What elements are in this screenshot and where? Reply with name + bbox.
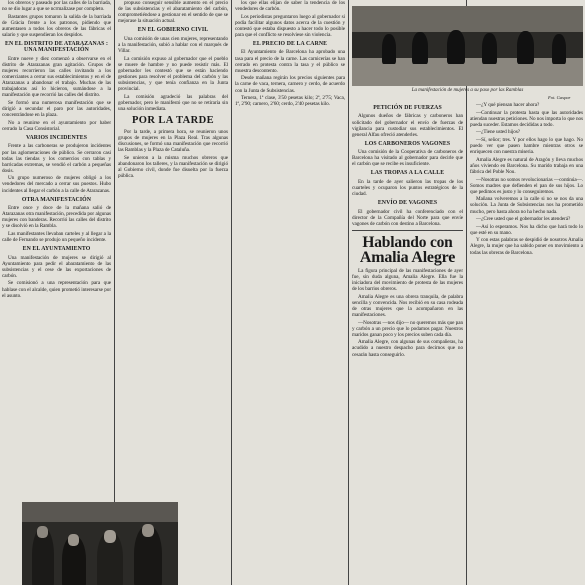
section-heading: VARIOS INCIDENTES: [25, 135, 88, 141]
article-paragraph: —¿Tiene usted hijos?: [476, 129, 521, 136]
price-list: Ternera, 1ª clase, 3'50 pesetas kilo; 2ª, 2'75; Vaca, 1ª, 2'90; carnero, 2'60; cerdo, 2'40 pesetas kilo.: [235, 95, 345, 108]
article-paragraph: —Continuar la protesta hasta que las autoridades atiendan nuestras peticiones. No nos importa lo que nos pueda suceder. Estamos decididas a todo.: [470, 109, 583, 128]
article-paragraph: Amalia Alegre es una obrera tranquila, de palabra sencilla y convencida. Nos recibió en su casa rodeada de otras mujeres que la acompañaron en las manifestaciones.: [352, 293, 463, 318]
section-heading: EL PRECIO DE LA CARNE: [252, 41, 328, 48]
photo-figure: [412, 32, 428, 64]
article-paragraph: Un grupo numeroso de mujeres obligó a los vendedores del mercado a cerrar sus puestos. Hubo incidentes al llegar el carbón a la calle de Atarazanas.: [2, 175, 111, 194]
divider: [352, 230, 463, 231]
article-paragraph: Los periodistas preguntaron luego al gobernador si podía facilitar algunos datos acerca de la cuestión y contestó que estaba dispuesto a hacer todo lo posible para que el conflicto se resolviese sin violencia.: [235, 13, 345, 38]
article-paragraph: La figura principal de las manifestaciones de ayer fue, sin duda alguna, Amalia Alegre. Ella fue la iniciadora del movimiento de protesta de las mujeres de los barrios obreros.: [352, 267, 463, 293]
section-heading: LAS TROPAS A LA CALLE: [370, 170, 445, 177]
article-paragraph: Amalia Alegre, con algunas de sus compañeras, ha acudido a nuestro despacho para decirnos que no cesarán hasta conseguirlo.: [352, 339, 463, 358]
article-paragraph: —Así lo esperamos. Nos ha dicho que hará todo lo que esté en su mano.: [470, 223, 583, 236]
photo-figure: [447, 30, 465, 64]
photo-manifestation: [352, 6, 583, 86]
article-paragraph: Bastantes grupos tomaron la salida de la barriada de Gràcia frente a los patronos, pidiendo que aumentasen a todos los obreros de las fábricas el salario y que suspendieran los despidos.: [2, 13, 111, 38]
article-paragraph: El Ayuntamiento de Barcelona ha aprobado una tasa para el precio de la carne. Las carnicerías se han cerrado en protesta contra la tasa y el público se muestra descontento.: [235, 49, 345, 74]
article-paragraph: Una comisión de unas cien mujeres, representando a la manifestación, subió a hablar con el marqués de Villar.: [118, 35, 228, 54]
section-heading: EN EL AYUNTAMIENTO: [22, 246, 91, 253]
photo-credit: Fot. Gaspar: [548, 95, 571, 100]
article-paragraph: No a reunirse en el ayuntamiento por haber cerrado la Casa Consistorial.: [2, 119, 111, 132]
column-rule: [231, 0, 232, 585]
article-paragraph: —Nosotras —nos dijo— no queremos más que pan y carbón a un precio que lo podamos pagar. Nuestros maridos ganan poco y los precios suben cada día.: [352, 319, 463, 338]
column-rule: [348, 0, 349, 585]
article-paragraph: Se unieron a la misma muchos obreros que abandonaron los talleres, y la manifestación se dirigió al Gobierno civil, donde fue disuelta por la fuerza pública.: [118, 154, 228, 180]
interview-headline-line-1: Hablando con: [362, 233, 453, 251]
article-paragraph: Amalia Alegre es natural de Aragón y lleva muchos años viviendo en Barcelona. Su marido trabaja en una fábrica del Poble Nou.: [470, 156, 583, 175]
section-headline: POR LA TARDE: [131, 114, 214, 126]
section-heading: LOS CARBONEROS VAGONES: [364, 140, 451, 147]
article-paragraph: los obreros y paseado por las calles de la barriada, no se dio lugar a que se ncrmalizase por completo.: [2, 0, 111, 13]
column-1: [2, 0, 111, 585]
photo-background: [352, 6, 583, 32]
article-paragraph: —Sí, señor; tres. Y por ellos hago lo que hago. No puedo ver que pasen hambre mientras otros se enriquecen con nuestra miseria.: [470, 136, 583, 156]
article-paragraph: Entre once y doce de la mañana salió de Atarazanas otra manifestación, precedida por algunas mujeres con banderas. Recorrió las calles del distrito y se disolvió en la Rambla.: [2, 205, 111, 230]
photo-face: [104, 530, 116, 543]
article-paragraph: En la tarde de ayer salieron las tropas de los cuarteles y ocuparon los puntos estratégicos de la ciudad.: [352, 178, 463, 198]
article-paragraph: Entre nueve y diez comenzó a observarse en el distrito de Atarazanas gran agitación. Grupos de mujeres recorrieron las calles invitando a los comerciantes a cerrar sus establecimientos y en el de Atarazanas a abandonar el trabajo. Muchas de las trabajadoras así lo hicieron, sumándose a la manifestación que recorrió las calles del distrito.: [2, 55, 111, 99]
article-paragraph: Una manifestación de mujeres se dirigió al Ayuntamiento para pedir el abaratamiento de las subsistencias y el cese de las exportaciones de carbón.: [2, 254, 111, 279]
photo-caption: La manifestación de mujeres a su paso por las Ramblas: [411, 88, 524, 93]
article-paragraph: Y con estas palabras se despidió de nosotros Amalia Alegre, la mujer que ha sabido poner en movimiento a todas las obreras de Barcelona.: [470, 237, 583, 256]
article-paragraph: —Nosotras no somos revolucionarias —continúa—. Somos madres que defienden el pan de sus hijos. Lo que pedimos es justo y lo conseguiremos.: [470, 176, 583, 195]
interview-headline: [352, 235, 463, 265]
article-paragraph: La comisión expuso al gobernador que el pueblo se muere de hambre y no puede resistir más. El gobernador les contestó que se están haciendo gestiones para resolver el problema del carbón y las subsistencias, y que tenía confianza en la Junta provincial.: [118, 55, 228, 93]
photo-figure: [382, 34, 396, 64]
photo-figure: [517, 31, 534, 64]
section-heading: OTRA MANIFESTACIÓN: [21, 196, 92, 203]
photo-face: [68, 534, 79, 546]
article-paragraph: Se formó una numerosa manifestación que se dirigió a secundar el paro por las autoridades, concentrándose en la plaza.: [2, 100, 111, 119]
article-paragraph: Una comisión de la Cooperativa de carboneros de Barcelona ha visitado al gobernador para decirle que el carbón que se recibe es insuficiente.: [352, 149, 463, 168]
article-paragraph: Por la tarde, a primera hora, se reunieron unos grupos de mujeres en la Plaza Real. Tras algunas discusiones, se formó una manifestación que recorrió las Ramblas y la Plaza de Cataluña.: [118, 128, 228, 154]
section-heading: EN EL DISTRITO DE ATARAZANAS : UNA MANIFESTACIÓN: [4, 41, 109, 54]
section-heading: PETICIÓN DE FUERZAS: [373, 105, 442, 111]
column-4: [352, 102, 463, 585]
article-paragraph: Frente a las carboneras se produjeron incidentes por las aglomeraciones de público. Se cerraron casi todas las tiendas y los comercios con tablas y barricadas extremas, se vendió el carbón a pequeñas dosis.: [2, 143, 111, 174]
interview-headline-line-2: Amalia Alegre: [359, 248, 456, 266]
article-paragraph: Desde mañana regirán los precios siguientes para la carne de vaca, ternera, carnero y cerdo, de acuerdo con la Junta de Subsistencias.: [235, 75, 345, 94]
article-paragraph: propuso conseguir sensible aumento en el precio de las subsistencias y el abaratamiento del carbón, comprometiéndose a gestionar en el sentido de que se mejorase la situación actual.: [118, 0, 228, 25]
photo-face: [37, 526, 48, 538]
article-paragraph: Mañana volveremos a la calle si no se nos da una solución. La Junta de Subsistencias nos ha prometido mucho, pero hasta ahora no ha hecho nada.: [470, 196, 583, 215]
article-paragraph: Se comisionó a una representación para que hablase con el alcalde, quien prometió interesarse por el asunto.: [2, 280, 111, 299]
column-3: [235, 0, 345, 585]
column-rule: [114, 0, 115, 585]
column-5: [470, 102, 583, 585]
photo-women-group: [22, 502, 178, 585]
article-paragraph: La comisión agradeció las palabras del gobernador, pero le manifestó que no se retiraría sin una solución inmediata.: [118, 93, 228, 112]
article-paragraph: Las manifestantes llevaban carteles y al llegar a la calle de Fernando se produjo un pequeño incidente.: [2, 230, 111, 244]
article-paragraph: los que ellas elijan de saber la tendencia de los vendedores de carbón.: [235, 0, 345, 13]
photo-figure: [482, 33, 497, 64]
column-2: [118, 0, 228, 500]
article-paragraph: El gobernador civil ha conferenciado con el director de la Compañía del Norte para que envíe vagones de carbón con destino a Barcelona.: [352, 208, 463, 227]
photo-face: [142, 524, 154, 537]
section-heading: EN EL GOBIERNO CIVIL: [137, 27, 209, 34]
photo-background: [22, 502, 178, 522]
article-paragraph: —¿Y qué piensan hacer ahora?: [476, 102, 540, 108]
article-paragraph: —¿Cree usted que el gobernador les atenderá?: [476, 216, 571, 223]
photo-figure: [552, 34, 566, 64]
section-heading: ENVÍO DE VAGONES: [377, 200, 438, 207]
article-paragraph: Algunos dueños de fábricas y carboneros han solicitado del gobernador el envío de fuerzas de vigilancia para custodiar sus establecimientos. El general Alfau ofreció atenderles.: [352, 113, 463, 138]
